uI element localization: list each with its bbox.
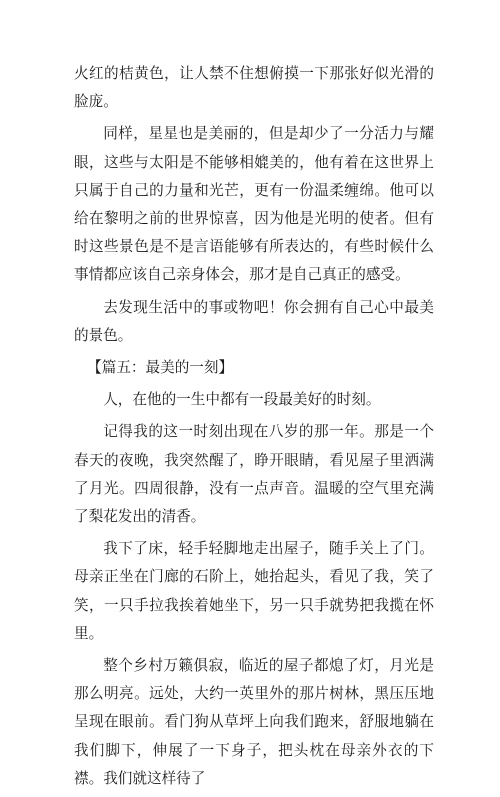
paragraph-1: 火红的桔黄色，让人禁不住想俯摸一下那张好似光滑的脸庞。 <box>74 65 434 111</box>
section-heading: 【篇五：最美的一刻】 <box>87 359 234 377</box>
paragraph-3: 去发现生活中的事或物吧！你会拥有自己心中最美的景色。 <box>74 298 434 344</box>
paragraph-6: 记得我的这一时刻出现在八岁的那一年。那是一个春天的夜晚，我突然醒了，睁开眼睛，看见屋子里洒满了月光。四周很静，没有一点声音。温暖的空气里充满了梨花发出的清香。 <box>74 423 434 526</box>
paragraph-7: 我下了床，轻手轻脚地走出屋子，随手关上了门。母亲正坐在门廊的石阶上，她抬起头，看见了我，笑了笑，一只手拉我挨着她坐下，另一只手就势把我揽在怀里。 <box>74 540 434 642</box>
article-body <box>74 60 434 797</box>
paragraph-5: 人，在他的一生中都有一段最美好的时刻。 <box>103 391 381 409</box>
paragraph-2: 同样，星星也是美丽的，但是却少了一分活力与耀眼，这些与太阳是不能够相媲美的，他有着在这世界上只属于自己的力量和光芒，更有一份温柔缠绵。他可以给在黎明之前的世界惊喜，因为他是光明的使者。但有时这些景色是不是言语能够有所表达的，有些时候什么事情都应该自己亲身体会，那才是自己真正的感受。 <box>74 125 434 284</box>
paragraph-8: 整个乡村万籁俱寂，临近的屋子都熄了灯，月光是那么明亮。远处，大约一英里外的那片树林，黑压压地呈现在眼前。看门狗从草坪上向我们跑来，舒服地躺在我们脚下，伸展了一下身子，把头枕在母亲外衣的下襟。我们就这样待了 <box>74 657 434 787</box>
